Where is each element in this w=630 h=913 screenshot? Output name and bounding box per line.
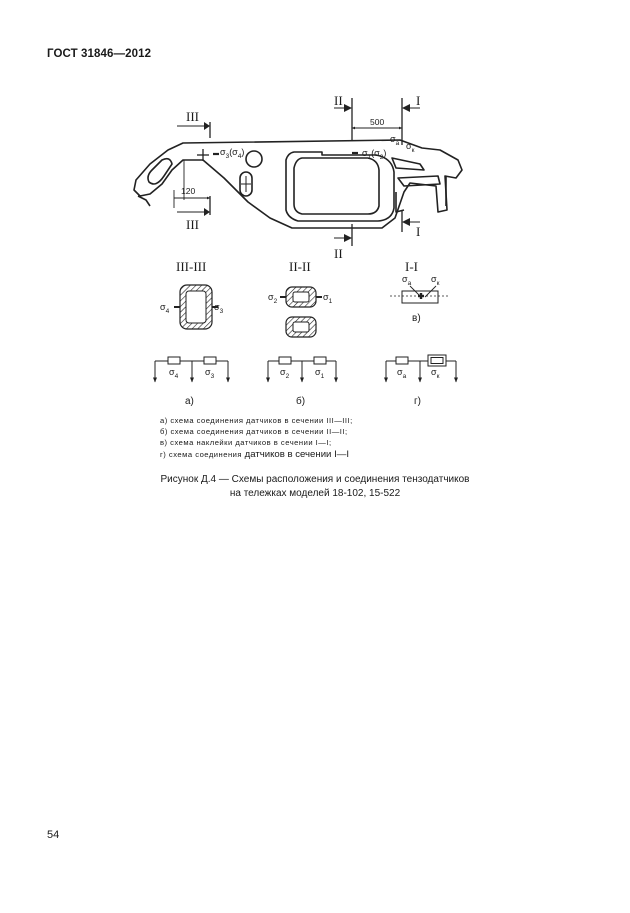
note-a: а) схема соединения датчиков в сечении III—III; [160, 416, 353, 425]
section-iii-right-sigma: $\sigma_3$ [214, 302, 224, 315]
section-iii-top-label: III [186, 109, 199, 124]
wiring-b-sigma-left: $\sigma_2$ [280, 367, 290, 380]
wiring-g-sigma-a: $\sigma_а$ [397, 367, 407, 380]
gauge-label-sigma-k: $\sigma_к$ [406, 141, 415, 154]
wiring-a-sigma-right: $\sigma_3$ [205, 367, 215, 380]
document-header: ГОСТ 31846—2012 [47, 48, 152, 60]
section-ii-ii-cross-section [280, 287, 322, 337]
wiring-a-letter: а) [185, 396, 194, 407]
section-iii-left-sigma: $\sigma_4$ [160, 302, 170, 315]
section-ii-ii-title: II-II [289, 259, 311, 274]
wiring-a-sigma-left: $\sigma_4$ [169, 367, 179, 380]
gauge-label-sigma1-sigma2: $\sigma_1(\sigma_2)$ [362, 148, 387, 161]
figure-notes [160, 415, 353, 460]
wiring-g-sigma-k: $\sigma_к$ [431, 367, 440, 380]
wiring-g-letter: г) [414, 396, 421, 407]
section-iii-iii-cross-section [174, 285, 218, 329]
caption-line-2: на тележках моделей 18-102, 15-522 [229, 487, 401, 499]
section-iii-bottom-label: III [186, 217, 199, 232]
inset-letter-v: в) [412, 313, 421, 324]
section-i-i-gauge-layout [390, 286, 448, 303]
section-i-sigma-k: $\sigma_к$ [431, 274, 440, 287]
section-ii-top-label: II [334, 93, 343, 108]
section-ii-bottom-label: II [334, 246, 343, 261]
note-g: г) схема соединения датчиков в сечении I—I [160, 448, 350, 460]
note-b: б) схема соединения датчиков в сечении II—II; [160, 427, 348, 437]
wiring-diagram-b [268, 357, 336, 382]
dimension-120-label: 120 [181, 186, 196, 196]
section-i-top-label: I [416, 93, 421, 108]
section-i-sigma-a: $\sigma_а$ [402, 274, 412, 287]
section-i-bottom-label: I [416, 224, 421, 239]
wiring-diagram-a [155, 357, 228, 382]
caption-line-1: Рисунок Д.4 — Схемы расположения и соединения тензодатчиков [160, 474, 470, 485]
wiring-b-sigma-right: $\sigma_1$ [315, 367, 325, 380]
wiring-b-letter: б) [296, 396, 306, 407]
dimension-500-label: 500 [370, 117, 385, 127]
gauge-label-sigma3-sigma4: $\sigma_3(\sigma_4)$ [220, 147, 245, 160]
gauge-label-sigma-a: $\sigma_а$ [390, 134, 400, 147]
section-iii-iii-title: III-III [176, 259, 207, 274]
section-i-i-title: I-I [405, 259, 418, 274]
section-ii-left-sigma: $\sigma_2$ [268, 292, 278, 305]
note-v: в) схема наклейки датчиков в сечении I—I; [160, 438, 332, 448]
section-ii-right-sigma: $\sigma_1$ [323, 292, 333, 305]
figure-caption [0, 473, 630, 500]
page-number: 54 [47, 829, 60, 841]
